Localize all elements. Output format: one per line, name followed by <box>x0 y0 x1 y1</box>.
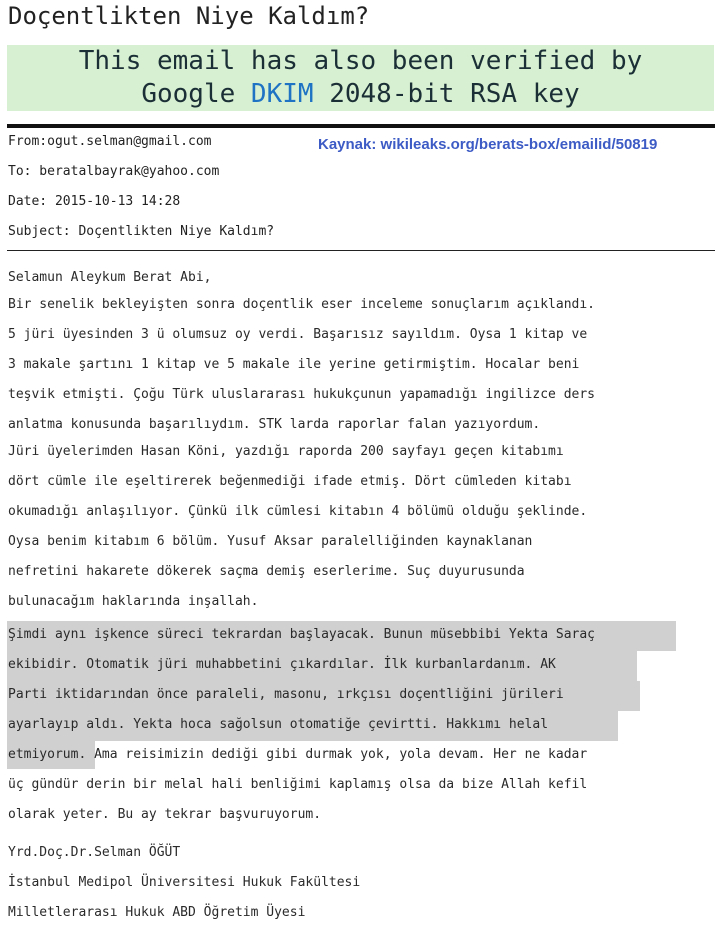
banner-line-2-suffix: 2048-bit RSA key <box>313 79 580 109</box>
email-title: Doçentlikten Niye Kaldım? <box>8 2 370 30</box>
banner-line-2 <box>7 78 714 111</box>
header-to: To: beratalbayrak@yahoo.com <box>8 164 220 179</box>
body-line: 5 jüri üyesinden 3 ü olumsuz oy verdi. Başarısız sayıldım. Oysa 1 kitap ve <box>8 327 588 342</box>
body-line: Jüri üyelerimden Hasan Köni, yazdığı raporda 200 sayfayı geçen kitabımı <box>8 444 564 459</box>
dkim-verification-banner <box>7 45 714 111</box>
signature-affiliation: Milletlerarası Hukuk ABD Öğretim Üyesi <box>8 905 306 920</box>
body-line: bulunacağım haklarında inşallah. <box>8 594 259 609</box>
body-line: Bir senelik bekleyişten sonra doçentlik eser inceleme sonuçlarım açıklandı. <box>8 297 595 312</box>
body-line: üç gündür derin bir melal hali benliğimi kaplamış olsa da bize Allah kefil <box>8 777 588 792</box>
banner-line-1: This email has also been verified by <box>78 46 643 76</box>
body-line-highlighted: ekibidir. Otomatik jüri muhabbetini çıkardılar. İlk kurbanlardanım. AK <box>8 657 556 672</box>
banner-line-2-prefix: Google <box>141 79 251 109</box>
body-line <box>8 747 587 762</box>
body-line: teşvik etmişti. Çoğu Türk uluslararası hukukçunun yapamadığı ingilizce ders <box>8 387 595 402</box>
body-line: Oysa benim kitabım 6 bölüm. Yusuf Aksar paralelliğinden kaynaklanan <box>8 534 533 549</box>
body-line-highlighted: Parti iktidarından önce paraleli, masonu, ırkçısı doçentliğini jürileri <box>8 687 564 702</box>
body-line: dört cümle ile eşeltirerek beğenmediği ifade etmiş. Dört cümleden kitabı <box>8 474 572 489</box>
header-from: From:ogut.selman@gmail.com <box>8 134 212 149</box>
body-line: okumadığı anlaşılıyor. Çünkü ilk cümlesi kitabın 4 bölümü olduğu şeklinde. <box>8 504 588 519</box>
signature-name: Yrd.Doç.Dr.Selman ÖĞÜT <box>8 845 181 860</box>
body-line: nefretini hakarete dökerek saçma demiş eserlerime. Suç duyurusunda <box>8 564 525 579</box>
body-line: anlatma konusunda başarılıydım. STK larda raporlar falan yazıyordum. <box>8 417 541 432</box>
body-line: Selamun Aleykum Berat Abi, <box>8 270 212 285</box>
header-subject: Subject: Doçentlikten Niye Kaldım? <box>8 224 275 239</box>
dkim-link[interactable]: DKIM <box>250 79 314 109</box>
body-line-highlighted: Şimdi aynı işkence süreci tekrardan başlayacak. Bunun müsebbibi Yekta Saraç <box>8 627 595 642</box>
body-line: 3 makale şartını 1 kitap ve 5 makale ile yerine getirmiştim. Hocalar beni <box>8 357 580 372</box>
header-date: Date: 2015-10-13 14:28 <box>8 194 181 209</box>
header-divider-thick <box>7 124 715 128</box>
header-divider-thin <box>7 250 715 251</box>
highlighted-text: etmiyorum. <box>8 747 87 762</box>
body-line: olarak yeter. Bu ay tekrar başvuruyorum. <box>8 807 322 822</box>
signature-affiliation: İstanbul Medipol Üniversitesi Hukuk Fakültesi <box>8 875 361 890</box>
body-text: Ama reisimizin dediği gibi durmak yok, yola devam. Her ne kadar <box>86 747 588 762</box>
body-line-highlighted: ayarlayıp aldı. Yekta hoca sağolsun otomatiğe çevirtti. Hakkımı helal <box>8 717 549 732</box>
source-label: Kaynak: wikileaks.org/berats-box/emailid/50819 <box>318 136 658 153</box>
